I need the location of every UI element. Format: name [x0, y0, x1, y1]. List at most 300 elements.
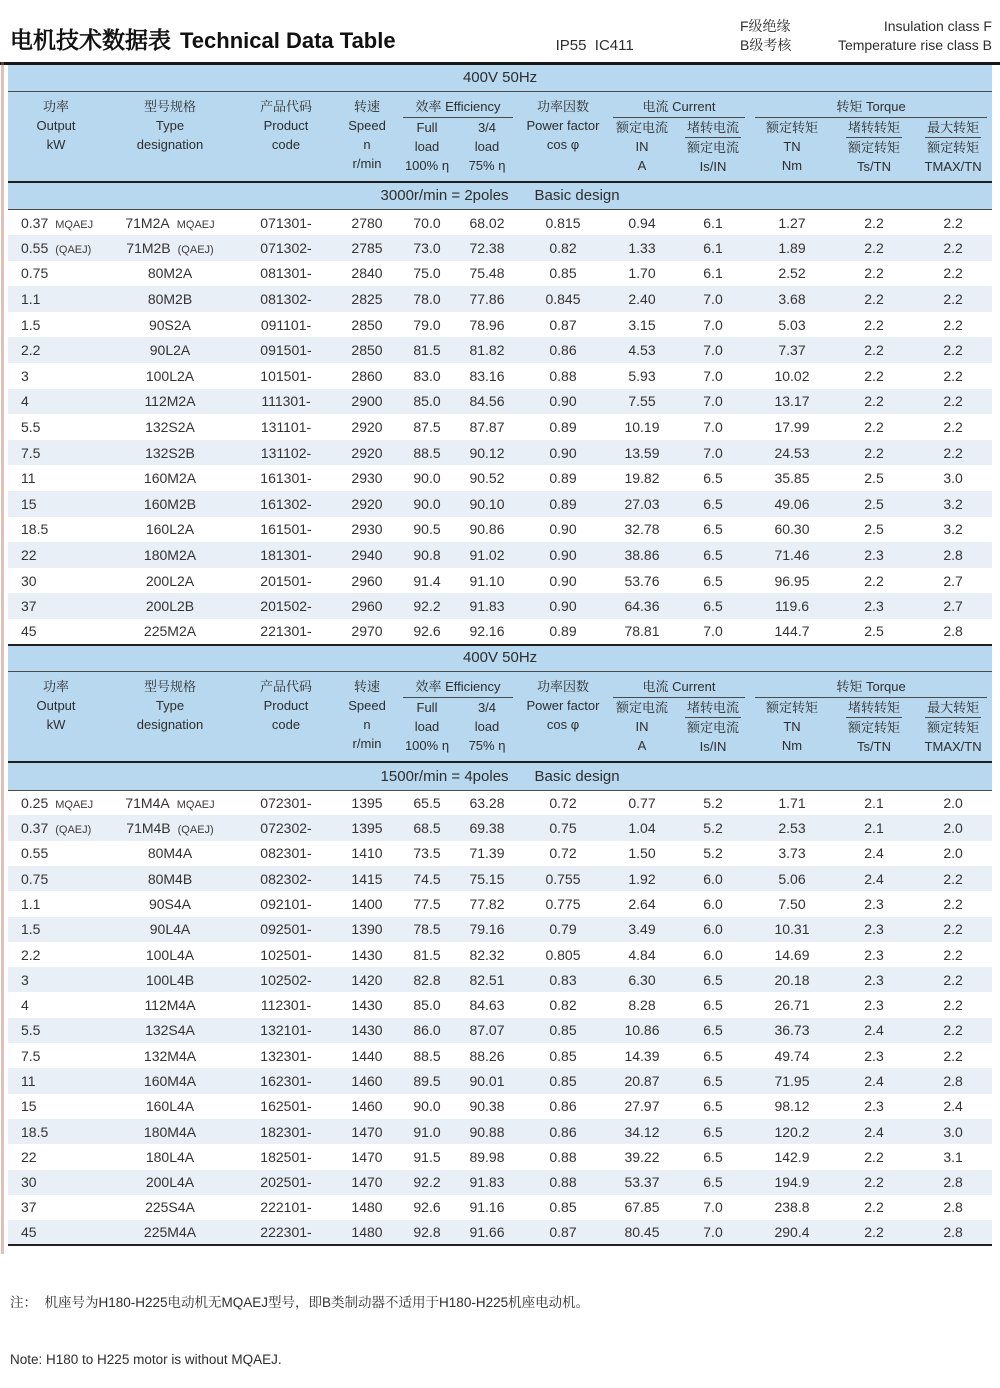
cell-tn: 238.8 — [774, 1199, 810, 1216]
col-group-current: 电流 Current — [608, 91, 750, 118]
table-row — [8, 992, 992, 1017]
cell-speed: 1410 — [351, 845, 383, 862]
cell-ts-tn: 2.5 — [864, 521, 884, 538]
table-row — [8, 491, 992, 517]
cell-tmax-tn: 2.2 — [943, 291, 963, 308]
cell-speed: 1480 — [351, 1224, 383, 1241]
voltage-label: 400V 50Hz — [8, 646, 992, 672]
cell-output: 15 — [21, 1098, 37, 1115]
cell-type: 100L2A — [145, 367, 195, 384]
cell-current: 34.12 — [624, 1123, 660, 1140]
cell-product-code: 102501- — [260, 946, 312, 963]
cell-eff-34: 91.66 — [469, 1224, 505, 1241]
cell-tmax-tn: 2.2 — [943, 367, 963, 384]
col-header-eff-34: 3/4 load 75% η — [456, 698, 518, 762]
cell-product-code: 081302- — [260, 291, 312, 308]
cell-eff-full: 89.5 — [413, 1073, 441, 1089]
col-header-output: 功率 Output kW — [8, 91, 104, 182]
cell-tn: 71.46 — [774, 547, 810, 564]
cell-ts-tn: 2.2 — [864, 1148, 884, 1165]
cell-current: 53.76 — [624, 572, 660, 589]
cell-speed: 1430 — [351, 946, 383, 963]
cell-speed: 2920 — [351, 495, 383, 512]
cell-eff-full: 90.0 — [413, 1098, 441, 1115]
cell-is-in: 7.0 — [703, 419, 723, 436]
cell-ts-tn: 2.4 — [864, 845, 884, 862]
insulation-class-cn: F级绝缘 — [740, 18, 791, 34]
cell-eff-34: 82.32 — [469, 946, 505, 963]
cell-ts-tn: 2.2 — [864, 342, 884, 359]
cell-type: 160L4A — [145, 1098, 195, 1115]
cell-ts-tn: 2.3 — [864, 997, 884, 1014]
cell-speed: 1430 — [351, 1022, 383, 1039]
cell-ts-tn: 2.2 — [864, 572, 884, 589]
cell-product-code: 071302- — [260, 239, 312, 256]
cell-is-in: 6.5 — [703, 997, 723, 1014]
cell-output: 37 — [21, 598, 37, 615]
cell-power-factor: 0.90 — [549, 521, 577, 538]
col-header-tn: 额定转矩 TN Nm — [750, 118, 834, 182]
cell-ts-tn: 2.4 — [864, 1073, 884, 1089]
cell-eff-full: 79.0 — [413, 316, 441, 333]
cell-eff-full: 81.5 — [413, 342, 441, 359]
cell-speed: 2960 — [351, 572, 383, 589]
cell-tmax-tn: 2.8 — [943, 623, 963, 640]
left-edge-scan-artifact — [1, 62, 4, 1254]
cell-power-factor: 0.755 — [545, 870, 581, 887]
cell-is-in: 6.0 — [703, 921, 723, 938]
cell-product-code: 182301- — [260, 1123, 312, 1140]
cell-eff-full: 73.5 — [413, 845, 441, 862]
cell-current: 53.37 — [624, 1174, 660, 1191]
cell-type: 200L2A — [145, 572, 195, 589]
cell-is-in: 6.5 — [703, 1047, 723, 1064]
design-band — [8, 762, 992, 790]
col-group-torque: 转矩 Torque — [750, 672, 992, 699]
cell-eff-full: 78.5 — [413, 921, 441, 938]
cell-product-code: 091501- — [260, 342, 312, 359]
cell-type: 132S2A — [145, 419, 195, 436]
cell-is-in: 6.5 — [703, 572, 723, 589]
cell-speed: 1400 — [351, 895, 383, 912]
table-row — [8, 1170, 992, 1195]
cell-power-factor: 0.89 — [549, 470, 577, 487]
cell-speed: 2825 — [351, 291, 383, 308]
table-row — [8, 942, 992, 967]
cell-product-code: 092501- — [260, 921, 312, 938]
cell-eff-full: 90.8 — [413, 547, 441, 564]
cell-is-in: 6.5 — [703, 1148, 723, 1165]
col-header-product-code: 产品代码 Product code — [236, 672, 336, 763]
cell-eff-34: 91.83 — [469, 598, 505, 615]
cell-current: 8.28 — [628, 997, 656, 1014]
cell-ts-tn: 2.2 — [864, 214, 884, 231]
cell-tn: 1.89 — [778, 239, 806, 256]
table-body-2pole — [8, 210, 992, 645]
cell-tmax-tn: 3.0 — [943, 470, 963, 487]
cell-tn: 71.95 — [774, 1073, 810, 1089]
cell-power-factor: 0.90 — [549, 598, 577, 615]
design-label: 3000r/min = 2poles Basic design — [8, 182, 992, 210]
col-group-efficiency: 效率 Efficiency — [398, 91, 518, 118]
cell-eff-full: 91.4 — [413, 572, 441, 589]
cell-tmax-tn: 2.0 — [943, 845, 963, 862]
cell-type: 200L4A — [145, 1174, 195, 1191]
cell-type: 80M2A — [147, 265, 193, 282]
cell-power-factor: 0.85 — [549, 1199, 577, 1216]
cell-type: 90S2A — [148, 316, 192, 333]
cell-eff-34: 81.82 — [469, 342, 505, 359]
cell-tn: 98.12 — [774, 1098, 810, 1115]
cell-current: 5.93 — [628, 367, 656, 384]
cell-tn: 20.18 — [774, 971, 810, 988]
cell-eff-34: 88.26 — [469, 1047, 505, 1064]
cell-power-factor: 0.86 — [549, 1123, 577, 1140]
cell-eff-full: 87.5 — [413, 419, 441, 436]
cell-is-in: 6.5 — [703, 547, 723, 564]
cell-is-in: 6.1 — [703, 214, 723, 231]
cell-current: 3.49 — [628, 921, 656, 938]
table-row — [8, 1068, 992, 1093]
col-group-efficiency: 效率 Efficiency — [398, 672, 518, 699]
temp-rise-class-cn: B级考核 — [740, 37, 792, 53]
cell-product-code: 132101- — [260, 1022, 312, 1039]
cell-speed: 1420 — [351, 971, 383, 988]
cell-power-factor: 0.85 — [549, 265, 577, 282]
cell-is-in: 7.0 — [703, 291, 723, 308]
col-header-speed: 转速 Speed n r/min — [336, 672, 398, 763]
cell-eff-34: 90.86 — [469, 521, 505, 538]
cell-is-in: 6.5 — [703, 1022, 723, 1039]
cell-current: 27.97 — [624, 1098, 660, 1115]
cell-output: 45 — [21, 1224, 37, 1241]
cell-speed: 1395 — [351, 794, 383, 811]
cell-type: 100L4A — [145, 946, 195, 963]
cell-is-in: 5.2 — [703, 820, 723, 837]
cell-tn: 3.68 — [778, 291, 806, 308]
cell-power-factor: 0.85 — [549, 1073, 577, 1089]
cell-eff-full: 85.0 — [413, 997, 441, 1014]
cell-eff-full: 78.0 — [413, 291, 441, 308]
cell-output: 0.75 — [21, 870, 49, 887]
cell-product-code: 161501- — [260, 521, 312, 538]
cell-eff-34: 84.56 — [469, 393, 505, 410]
cell-tmax-tn: 2.2 — [943, 971, 963, 988]
cell-output: 11 — [21, 470, 36, 487]
ip-rating: IP55 IC411 — [555, 37, 634, 54]
cell-output: 45 — [21, 623, 37, 640]
table-row — [8, 917, 992, 942]
cell-product-code: 182501- — [260, 1148, 312, 1165]
cell-type: 160M4A — [143, 1073, 197, 1089]
cell-product-code: 112301- — [260, 997, 312, 1014]
cell-ts-tn: 2.2 — [864, 419, 884, 436]
cell-output: 15 — [21, 495, 37, 512]
cell-speed: 2940 — [351, 547, 383, 564]
cell-ts-tn: 2.5 — [864, 623, 884, 640]
cell-eff-full: 83.0 — [413, 367, 441, 384]
page-title-cn: 电机技术数据表 — [10, 27, 171, 53]
table-row — [8, 1094, 992, 1119]
col-header-speed: 转速 Speed n r/min — [336, 91, 398, 182]
cell-power-factor: 0.805 — [545, 946, 581, 963]
cell-type: 180M2A — [143, 547, 197, 564]
table-row — [8, 790, 992, 815]
table-row — [8, 1195, 992, 1220]
cell-eff-34: 87.07 — [469, 1022, 505, 1039]
cell-is-in: 6.1 — [703, 265, 723, 282]
cell-is-in: 7.0 — [703, 393, 723, 410]
cell-ts-tn: 2.2 — [864, 444, 884, 461]
cell-power-factor: 0.88 — [549, 367, 577, 384]
cell-type: 71M2B (QAEJ) — [126, 239, 214, 256]
temp-rise-class-en: Temperature rise class B — [837, 37, 992, 53]
col-header-current: 额定电流 IN A — [608, 118, 676, 182]
table-row — [8, 440, 992, 466]
page-title-en: Technical Data Table — [180, 28, 396, 53]
cell-tmax-tn: 2.8 — [943, 1073, 963, 1089]
cell-eff-full: 75.0 — [413, 265, 441, 282]
cell-tn: 5.06 — [778, 870, 806, 887]
cell-current: 1.04 — [628, 820, 656, 837]
cell-current: 14.39 — [624, 1047, 660, 1064]
cell-tn: 142.9 — [774, 1148, 810, 1165]
col-header-is-in: 堵转电流 额定电流 Is/IN — [676, 118, 750, 182]
cell-tmax-tn: 2.2 — [943, 316, 963, 333]
voltage-band — [8, 65, 992, 91]
cell-type: 80M4A — [147, 845, 193, 862]
cell-eff-34: 90.10 — [469, 495, 505, 512]
cell-eff-34: 71.39 — [469, 845, 505, 862]
cell-tmax-tn: 2.8 — [943, 1174, 963, 1191]
cell-tmax-tn: 2.2 — [943, 444, 963, 461]
cell-speed: 2930 — [351, 521, 383, 538]
cell-current: 67.85 — [624, 1199, 660, 1216]
cell-is-in: 7.0 — [703, 342, 723, 359]
temp-rise-class-row — [740, 36, 992, 55]
cell-is-in: 7.0 — [703, 367, 723, 384]
cell-power-factor: 0.89 — [549, 495, 577, 512]
table-row — [8, 593, 992, 619]
cell-power-factor: 0.72 — [549, 794, 577, 811]
cell-eff-full: 92.6 — [413, 623, 441, 640]
cell-type: 132S4A — [145, 1022, 195, 1039]
cell-speed: 2920 — [351, 419, 383, 436]
cell-tn: 10.02 — [774, 367, 810, 384]
cell-is-in: 6.5 — [703, 470, 723, 487]
table-row — [8, 1043, 992, 1068]
cell-ts-tn: 2.1 — [864, 820, 884, 837]
table-row — [8, 414, 992, 440]
data-table-2pole — [8, 65, 992, 646]
cell-is-in: 7.0 — [703, 444, 723, 461]
col-header-eff-34: 3/4 load 75% η — [456, 118, 518, 182]
cell-product-code: 201501- — [260, 572, 312, 589]
table-row — [8, 312, 992, 338]
cell-is-in: 6.5 — [703, 1098, 723, 1115]
cell-eff-34: 77.82 — [469, 895, 505, 912]
cell-type: 90S4A — [148, 895, 192, 912]
col-header-power-factor: 功率因数 Power factor cos φ — [518, 672, 608, 763]
voltage-band — [8, 646, 992, 672]
table-row — [8, 465, 992, 491]
cell-is-in: 6.0 — [703, 895, 723, 912]
cell-type: 160M2B — [143, 495, 197, 512]
cell-tmax-tn: 2.2 — [943, 921, 963, 938]
cell-eff-full: 92.6 — [413, 1199, 441, 1216]
cell-type: 71M4A MQAEJ — [125, 794, 215, 811]
cell-type: 132M4A — [143, 1047, 197, 1064]
table-row — [8, 337, 992, 363]
table-row — [8, 542, 992, 568]
cell-ts-tn: 2.3 — [864, 921, 884, 938]
cell-type: 180M4A — [143, 1123, 197, 1140]
cell-speed: 1480 — [351, 1199, 383, 1216]
cell-current: 4.84 — [628, 946, 656, 963]
cell-power-factor: 0.75 — [549, 820, 577, 837]
cell-speed: 2850 — [351, 342, 383, 359]
table-row — [8, 841, 992, 866]
cell-ts-tn: 2.2 — [864, 393, 884, 410]
cell-current: 78.81 — [624, 623, 660, 640]
cell-eff-full: 74.5 — [413, 870, 441, 887]
cell-product-code: 082301- — [260, 845, 312, 862]
cell-speed: 2900 — [351, 393, 383, 410]
cell-product-code: 081301- — [260, 265, 312, 282]
cell-tmax-tn: 2.8 — [943, 1224, 963, 1241]
cell-eff-full: 90.0 — [413, 495, 441, 512]
design-band — [8, 182, 992, 210]
cell-tmax-tn: 2.4 — [943, 1098, 963, 1115]
cell-is-in: 6.5 — [703, 521, 723, 538]
cell-tmax-tn: 2.2 — [943, 419, 963, 436]
col-header-product-code: 产品代码 Product code — [236, 91, 336, 182]
cell-speed: 2920 — [351, 444, 383, 461]
cell-product-code: 161302- — [260, 495, 312, 512]
cell-is-in: 6.5 — [703, 971, 723, 988]
cell-eff-full: 91.5 — [413, 1148, 441, 1165]
col-header-current: 额定电流 IN A — [608, 698, 676, 762]
cell-tn: 14.69 — [774, 946, 810, 963]
cell-is-in: 5.2 — [703, 794, 723, 811]
cell-eff-full: 88.5 — [413, 1047, 441, 1064]
cell-eff-full: 65.5 — [413, 794, 441, 811]
cell-current: 1.50 — [628, 845, 656, 862]
cell-product-code: 162501- — [260, 1098, 312, 1115]
col-header-tn: 额定转矩 TN Nm — [750, 698, 834, 762]
cell-current: 19.82 — [624, 470, 660, 487]
cell-tn: 13.17 — [774, 393, 810, 410]
cell-tn: 49.06 — [774, 495, 810, 512]
cell-eff-34: 91.10 — [469, 572, 505, 589]
cell-product-code: 072302- — [260, 820, 312, 837]
cell-product-code: 071301- — [260, 214, 312, 231]
cell-eff-full: 85.0 — [413, 393, 441, 410]
cell-output: 4 — [21, 997, 29, 1014]
cell-product-code: 132301- — [260, 1047, 312, 1064]
table-row — [8, 261, 992, 287]
cell-power-factor: 0.88 — [549, 1148, 577, 1165]
data-table-4pole — [8, 646, 992, 1247]
footnote-en: Note: H180 to H225 motor is without MQAEJ. — [10, 1352, 282, 1368]
cell-type: 112M2A — [144, 393, 196, 410]
cell-output: 22 — [21, 547, 37, 564]
cell-tn: 1.27 — [778, 214, 806, 231]
cell-type: 90L2A — [149, 342, 191, 359]
cell-output: 0.55 — [21, 845, 49, 862]
cell-type: 225M2A — [143, 623, 197, 640]
cell-output: 30 — [21, 1174, 37, 1191]
col-header-type: 型号规格 Type designation — [104, 672, 236, 763]
cell-tmax-tn: 3.2 — [943, 521, 963, 538]
cell-type: 80M4B — [147, 870, 193, 887]
cell-speed: 2840 — [351, 265, 383, 282]
cell-power-factor: 0.90 — [549, 444, 577, 461]
cell-tmax-tn: 2.2 — [943, 393, 963, 410]
cell-ts-tn: 2.3 — [864, 895, 884, 912]
cell-product-code: 221301- — [260, 623, 312, 640]
cell-type: 160M2A — [143, 470, 197, 487]
cell-output: 5.5 — [21, 1022, 41, 1039]
cell-type: 90L4A — [149, 921, 191, 938]
cell-tn: 36.73 — [774, 1022, 810, 1039]
cell-eff-34: 75.15 — [469, 870, 505, 887]
cell-power-factor: 0.85 — [549, 1047, 577, 1064]
cell-product-code: 091101- — [260, 316, 312, 333]
cell-ts-tn: 2.2 — [864, 239, 884, 256]
cell-tmax-tn: 2.8 — [943, 1199, 963, 1216]
cell-tn: 24.53 — [774, 444, 810, 461]
cell-tn: 144.7 — [774, 623, 810, 640]
cell-is-in: 7.0 — [703, 316, 723, 333]
cell-tmax-tn: 2.8 — [943, 547, 963, 564]
cell-tn: 60.30 — [774, 521, 810, 538]
cell-type: 132S2B — [145, 444, 195, 461]
cell-ts-tn: 2.2 — [864, 1174, 884, 1191]
cell-power-factor: 0.86 — [549, 342, 577, 359]
table-row — [8, 517, 992, 543]
cell-tmax-tn: 2.2 — [943, 870, 963, 887]
cell-tn: 17.99 — [774, 419, 810, 436]
cell-ts-tn: 2.2 — [864, 1224, 884, 1241]
cell-is-in: 7.0 — [703, 1199, 723, 1216]
cell-is-in: 6.0 — [703, 870, 723, 887]
cell-is-in: 6.5 — [703, 1073, 723, 1089]
cell-is-in: 6.5 — [703, 1174, 723, 1191]
cell-type: 200L2B — [145, 598, 195, 615]
cell-speed: 2930 — [351, 470, 383, 487]
column-header-row — [8, 91, 992, 118]
cell-output: 0.25 MQAEJ — [21, 794, 94, 811]
cell-output: 37 — [21, 1199, 37, 1216]
cell-product-code: 072301- — [260, 794, 312, 811]
cell-ts-tn: 2.2 — [864, 291, 884, 308]
cell-product-code: 222101- — [260, 1199, 312, 1216]
table-row — [8, 389, 992, 415]
cell-output: 5.5 — [21, 419, 41, 436]
cell-tmax-tn: 2.0 — [943, 820, 963, 837]
cell-ts-tn: 2.2 — [864, 367, 884, 384]
cell-ts-tn: 2.3 — [864, 946, 884, 963]
cell-eff-full: 90.5 — [413, 521, 441, 538]
cell-eff-34: 78.96 — [469, 316, 505, 333]
table-row — [8, 1220, 992, 1245]
cell-eff-full: 86.0 — [413, 1022, 441, 1039]
cell-current: 80.45 — [624, 1224, 660, 1241]
cell-current: 1.33 — [628, 239, 656, 256]
cell-output: 2.2 — [21, 342, 41, 359]
cell-current: 38.86 — [624, 547, 660, 564]
